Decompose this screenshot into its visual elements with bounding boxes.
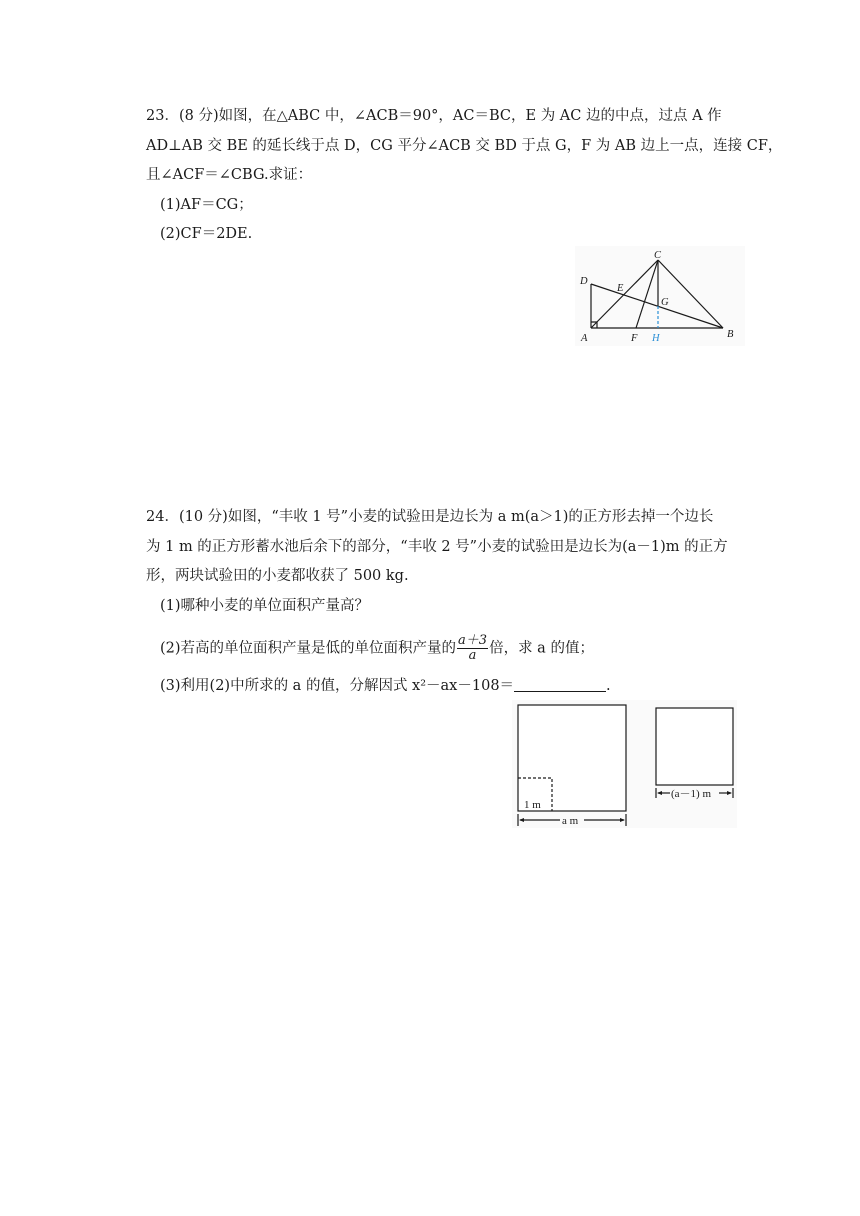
q24-part-2	[160, 634, 594, 663]
q24-part-2-post: 倍，求 a 的值；	[489, 640, 594, 657]
label-b: B	[727, 329, 734, 340]
q24-line-2: 为 1 m 的正方形蓄水池后余下的部分，“丰收 2 号”小麦的试验田是边长为(a－1)m 的正方	[146, 539, 728, 555]
fraction-numerator: a＋3	[458, 633, 488, 648]
q24-part-3	[160, 676, 611, 696]
q23-triangle-figure	[575, 246, 745, 346]
q24-line-1: 24．(10 分)如图，“丰收 1 号”小麦的试验田是边长为 a m(a＞1)的正方形去掉一个边长	[146, 509, 714, 525]
q24-part-1: (1)哪种小麦的单位面积产量高？	[160, 598, 370, 614]
big-square-label: a m	[562, 815, 579, 827]
q23-part-2: (2)CF＝2DE.	[160, 226, 253, 242]
q23-line-3: 且∠ACF＝∠CBG.求证：	[146, 167, 313, 183]
label-c: C	[654, 250, 662, 261]
answer-blank[interactable]	[514, 677, 606, 692]
label-a: A	[581, 333, 588, 344]
label-e: E	[617, 283, 624, 294]
fraction	[457, 634, 488, 663]
right-square-label: (a－1) m	[671, 788, 712, 800]
label-g: G	[661, 297, 669, 308]
q24-part-3-pre: (3)利用(2)中所求的 a 的值，分解因式 x²－ax－108＝	[160, 678, 515, 694]
fraction-denominator: a	[468, 648, 477, 663]
label-d: D	[580, 276, 588, 287]
q23-line-1: 23．(8 分)如图，在△ABC 中，∠ACB＝90°，AC＝BC，E 为 AC 边的中点，过点 A 作	[146, 108, 722, 124]
q23-part-1: (1)AF＝CG；	[160, 197, 253, 213]
q24-part-2-pre: (2)若高的单位面积产量是低的单位面积产量的	[160, 640, 457, 657]
q24-line-3: 形，两块试验田的小麦都收获了 500 kg.	[146, 568, 409, 584]
label-h: H	[652, 333, 660, 344]
q24-squares-figure	[512, 700, 737, 828]
small-square-label: 1 m	[524, 799, 541, 811]
q24-part-3-post: .	[606, 678, 611, 694]
label-f: F	[631, 333, 638, 344]
q23-line-2: AD⊥AB 交 BE 的延长线于点 D，CG 平分∠ACB 交 BD 于点 G，F 为 AB 边上一点，连接 CF，	[146, 138, 783, 154]
